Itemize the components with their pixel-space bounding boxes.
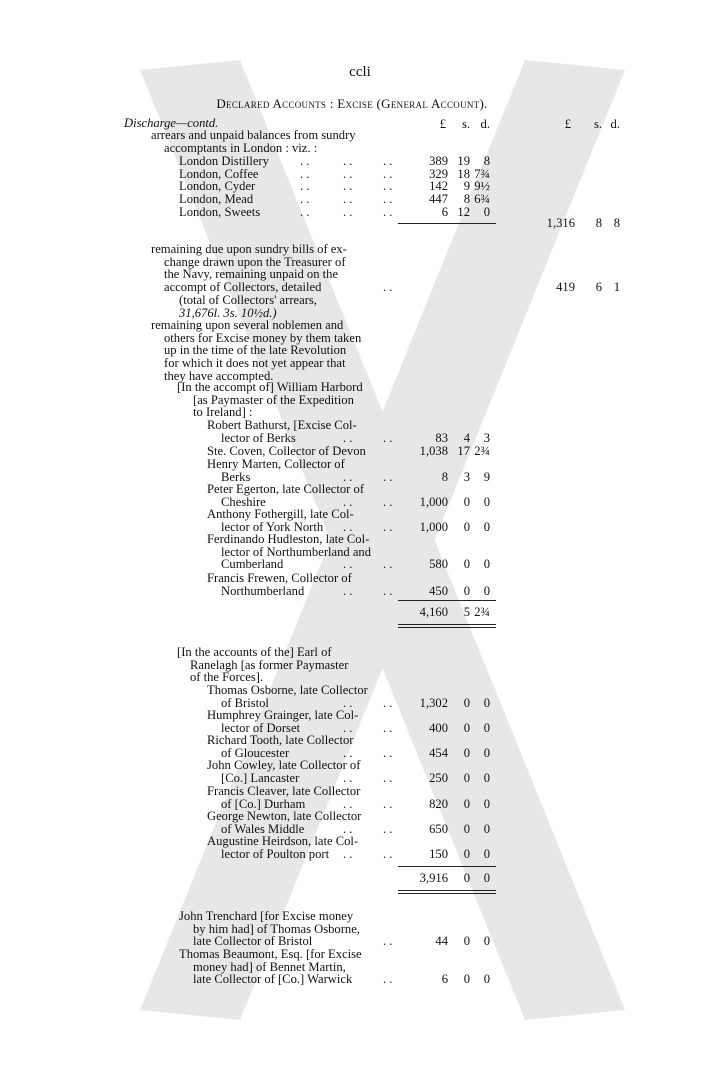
dot-leader: . .	[343, 745, 353, 760]
dot-leader: . .	[383, 934, 393, 949]
subtotal-rule	[398, 223, 496, 224]
amount-shillings: 12	[457, 204, 470, 219]
amount-pounds: 8	[441, 469, 448, 484]
ledger-item-text: lector of Berks	[221, 430, 296, 445]
amount-shillings: 0	[463, 871, 470, 885]
total-double-rule	[398, 893, 496, 894]
total-double-rule	[398, 624, 496, 625]
amount-pounds: 3,916	[419, 871, 448, 885]
amount-pounds: 150	[429, 846, 448, 861]
dot-leader: . .	[343, 519, 353, 534]
amount-shillings: 3	[463, 469, 470, 484]
text-line: money had] of Bennet Martin,	[193, 959, 346, 974]
ledger-item-name: London Distillery	[179, 154, 269, 168]
ledger-item-text: Francis Cleaver, late Collector	[207, 784, 361, 798]
amount-pounds: 1,000	[419, 494, 448, 509]
ledger-item-text: Ste. Coven, Collector of Devon	[207, 444, 366, 458]
amount-pence: 9½	[474, 179, 490, 194]
amount-pence: 0	[483, 846, 490, 861]
amount-pounds: 447	[429, 192, 448, 207]
dot-leader: . .	[343, 770, 353, 785]
amount-pounds: 1,000	[419, 519, 448, 534]
amount-pence: 0	[483, 557, 490, 572]
dot-leader: . .	[343, 846, 353, 861]
amount-shillings: 8	[595, 216, 602, 230]
amount-pounds: 1,038	[419, 444, 448, 458]
text-line: accomptants in London : viz. :	[164, 140, 318, 155]
amount-pence: 0	[483, 745, 490, 760]
dot-leader: . .	[343, 166, 353, 181]
dot-leader: . .	[383, 695, 393, 710]
text-line: Ranelagh [as former Paymaster	[190, 657, 349, 672]
amount-pence: 9	[483, 469, 490, 484]
amount-pounds: 820	[429, 796, 448, 811]
amount-shillings: 0	[463, 796, 470, 811]
text-line: [In the accounts of the] Earl of	[177, 645, 332, 659]
ledger-item-text: Ferdinando Hudleston, late Col-	[207, 532, 370, 546]
amount-pence: 0	[483, 583, 490, 598]
amount-pence: 3	[483, 430, 490, 445]
ledger-item-text: Berks	[221, 469, 251, 484]
text-line: change drawn upon the Treasurer of	[164, 254, 346, 269]
amount-shillings: 0	[463, 720, 470, 735]
text-line: up in the time of the late Revolution	[164, 343, 347, 358]
amount-pounds: 329	[429, 166, 448, 181]
amount-pounds: 419	[556, 280, 575, 294]
amount-pounds: 650	[429, 821, 448, 836]
column-header: £	[564, 117, 571, 131]
amount-shillings: 17	[457, 444, 470, 458]
amount-shillings: 9	[463, 179, 470, 194]
section-label: Discharge—contd.	[124, 116, 219, 130]
ledger-item-text: of Gloucester	[221, 745, 290, 760]
amount-pence: 7¾	[474, 166, 490, 181]
amount-shillings: 0	[463, 745, 470, 760]
ledger-item-text: Thomas Osborne, late Collector	[207, 683, 368, 697]
amount-pounds: 450	[429, 583, 448, 598]
amount-pounds: 389	[429, 154, 448, 168]
ledger-item-text: lector of Poulton port	[221, 846, 330, 861]
text-line: they have accompted.	[164, 368, 274, 383]
dot-leader: . .	[383, 280, 393, 295]
ledger-item-text: Cumberland	[221, 557, 284, 572]
amount-shillings: 0	[463, 557, 470, 572]
amount-shillings: 0	[463, 494, 470, 509]
text-line: late Collector of Bristol	[193, 934, 313, 949]
dot-leader: . .	[343, 557, 353, 572]
amount-shillings: 5	[463, 605, 470, 619]
amount-shillings: 8	[463, 192, 470, 207]
text-line: [In the accompt of] William Harbord	[177, 380, 363, 394]
amount-pounds: 6	[441, 204, 448, 219]
text-line: the Navy, remaining unpaid on the	[164, 267, 339, 282]
dot-leader: . .	[383, 796, 393, 811]
ledger-item-name: London, Coffee	[179, 166, 259, 181]
amount-pounds: 83	[435, 430, 448, 445]
ledger-item-text: of Bristol	[221, 695, 269, 710]
column-header: s.	[461, 117, 470, 131]
dot-leader: . .	[383, 192, 393, 207]
amount-pounds: 4,160	[419, 605, 448, 619]
dot-leader: . .	[343, 695, 353, 710]
dot-leader: . .	[383, 430, 393, 445]
text-line: Thomas Beaumont, Esq. [for Excise	[179, 947, 362, 961]
amount-shillings: 0	[463, 519, 470, 534]
dot-leader: . .	[343, 796, 353, 811]
dot-leader: . .	[383, 166, 393, 181]
ledger-item-text: Humphrey Grainger, late Col-	[207, 708, 359, 722]
dot-leader: . .	[383, 494, 393, 509]
dot-leader: . .	[383, 557, 393, 572]
dot-leader: . .	[300, 179, 310, 194]
amount-pence: 1	[613, 280, 620, 294]
text-line: to Ireland] :	[193, 405, 253, 420]
ledger-item-text: Peter Egerton, late Collector of	[207, 482, 365, 496]
amount-pence: 0	[483, 770, 490, 785]
amount-pence: 0	[483, 695, 490, 710]
amount-pence: 6¾	[474, 192, 490, 207]
text-line: late Collector of [Co.] Warwick	[193, 972, 353, 987]
text-line: arrears and unpaid balances from sundry	[151, 128, 356, 142]
amount-pounds: 250	[429, 770, 448, 785]
dot-leader: . .	[343, 821, 353, 836]
text-line: by him had] of Thomas Osborne,	[193, 921, 360, 936]
ledger-item-text: George Newton, late Collector	[207, 809, 362, 823]
amount-pence: 2¾	[474, 605, 490, 619]
ledger-item-text: lector of Northumberland and	[221, 544, 372, 559]
dot-leader: . .	[300, 192, 310, 207]
ledger-item-text: John Cowley, late Collector of	[207, 758, 361, 772]
dot-leader: . .	[343, 154, 353, 168]
amount-pence: 0	[483, 519, 490, 534]
amount-shillings: 0	[463, 695, 470, 710]
ledger-item-name: London, Mead	[179, 192, 254, 207]
column-header: d.	[480, 117, 490, 131]
amount-pence: 8	[613, 216, 620, 230]
dot-leader: . .	[383, 846, 393, 861]
amount-pounds: 454	[429, 745, 448, 760]
ledger-item-text: lector of York North	[221, 519, 324, 534]
text-line: others for Excise money by them taken	[164, 330, 362, 345]
total-double-rule	[398, 890, 496, 891]
ledger-item-text: Robert Bathurst, [Excise Col-	[207, 418, 357, 432]
dot-leader: . .	[343, 494, 353, 509]
dot-leader: . .	[383, 154, 393, 168]
page-number: ccli	[349, 64, 371, 80]
amount-pence: 2¾	[474, 444, 490, 458]
dot-leader: . .	[383, 770, 393, 785]
column-header: d.	[610, 117, 620, 131]
dot-leader: . .	[383, 204, 393, 219]
dot-leader: . .	[383, 720, 393, 735]
text-line: (total of Collectors' arrears,	[179, 292, 317, 307]
text-line: remaining upon several noblemen and	[151, 318, 344, 332]
column-header: £	[439, 117, 446, 131]
amount-shillings: 0	[463, 583, 470, 598]
dot-leader: . .	[343, 204, 353, 219]
column-header: s.	[593, 117, 602, 131]
amount-pounds: 44	[435, 934, 448, 949]
dot-leader: . .	[343, 720, 353, 735]
text-line: 31,676l. 3s. 10½d.)	[179, 305, 277, 320]
amount-pence: 0	[483, 796, 490, 811]
amount-pounds: 1,316	[546, 216, 575, 230]
ledger-item-text: lector of Dorset	[221, 720, 301, 735]
amount-pence: 0	[483, 871, 490, 885]
amount-pounds: 580	[429, 557, 448, 572]
total-double-rule	[398, 627, 496, 628]
amount-pence: 0	[483, 494, 490, 509]
ledger-item-text: Northumberland	[221, 583, 305, 598]
dot-leader: . .	[300, 154, 310, 168]
amount-pence: 0	[483, 821, 490, 836]
dot-leader: . .	[383, 821, 393, 836]
ledger-item-name: London, Sweets	[179, 204, 261, 219]
amount-pence: 0	[483, 934, 490, 949]
page-title: Declared Accounts : Excise (General Account).	[216, 96, 488, 111]
dot-leader: . .	[300, 166, 310, 181]
dot-leader: . .	[383, 179, 393, 194]
amount-pence: 0	[483, 204, 490, 219]
ledger-item-text: of Wales Middle	[221, 821, 305, 836]
ledger-item-text: Cheshire	[221, 494, 266, 509]
amount-shillings: 0	[463, 972, 470, 987]
text-line: for which it does not yet appear that	[164, 356, 346, 371]
amount-pounds: 400	[429, 720, 448, 735]
amount-shillings: 0	[463, 846, 470, 861]
ledger-item-text: Augustine Heirdson, late Col-	[207, 834, 359, 848]
subtotal-rule	[398, 866, 496, 867]
amount-shillings: 0	[463, 821, 470, 836]
dot-leader: . .	[343, 179, 353, 194]
ledger-item-text: of [Co.] Durham	[221, 796, 306, 811]
amount-shillings: 4	[463, 430, 470, 445]
amount-shillings: 0	[463, 770, 470, 785]
amount-pounds: 142	[429, 179, 448, 194]
dot-leader: . .	[343, 430, 353, 445]
text-line: John Trenchard [for Excise money	[179, 909, 354, 923]
dot-leader: . .	[383, 745, 393, 760]
ledger-item-name: London, Cyder	[179, 179, 256, 194]
ledger-item-text: Henry Marten, Collector of	[207, 457, 345, 471]
amount-shillings: 18	[457, 166, 470, 181]
ledger-item-text: [Co.] Lancaster	[221, 770, 300, 785]
subtotal-rule	[398, 600, 496, 601]
ledger-item-text: Francis Frewen, Collector of	[207, 571, 352, 585]
dot-leader: . .	[343, 192, 353, 207]
amount-shillings: 6	[595, 280, 602, 294]
amount-pounds: 6	[441, 972, 448, 987]
text-line: [as Paymaster of the Expedition	[193, 392, 354, 407]
dot-leader: . .	[383, 583, 393, 598]
dot-leader: . .	[300, 204, 310, 219]
dot-leader: . .	[343, 469, 353, 484]
text-line: of the Forces].	[190, 670, 264, 685]
amount-pence: 0	[483, 972, 490, 987]
dot-leader: . .	[383, 469, 393, 484]
amount-pence: 8	[483, 154, 490, 168]
text-line: accompt of Collectors, detailed	[164, 280, 322, 295]
dot-leader: . .	[343, 583, 353, 598]
dot-leader: . .	[383, 972, 393, 987]
ledger-item-text: Anthony Fothergill, late Col-	[207, 507, 354, 521]
amount-shillings: 0	[463, 934, 470, 949]
amount-pounds: 1,302	[419, 695, 448, 710]
ledger-item-text: Richard Tooth, late Collector	[207, 733, 354, 747]
amount-pence: 0	[483, 720, 490, 735]
text-line: remaining due upon sundry bills of ex-	[151, 242, 347, 256]
amount-shillings: 19	[457, 154, 470, 168]
dot-leader: . .	[383, 519, 393, 534]
